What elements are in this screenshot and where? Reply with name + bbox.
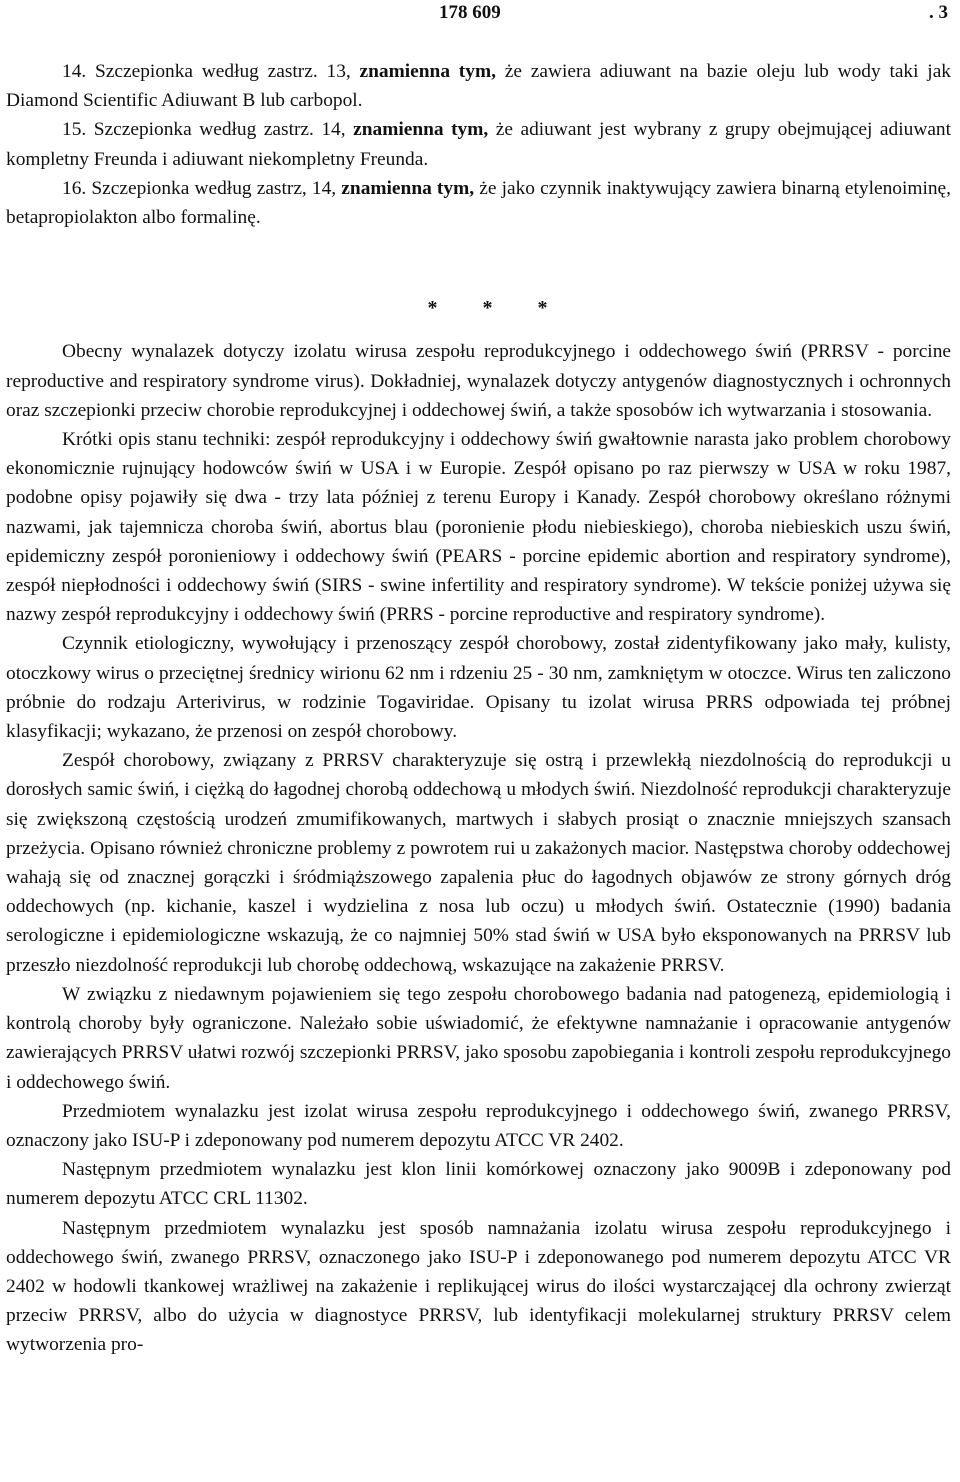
patent-number: 178 609 <box>439 2 501 23</box>
claim-16 <box>6 174 951 232</box>
claim-text: że adiuwant jest wybrany z grupy obejmującej adiuwant kompletny Freunda i adiuwant niekompletny Freunda. <box>6 119 952 170</box>
document-body <box>6 57 951 1360</box>
paragraph: W związku z niedawnym pojawieniem się tego zespołu chorobowego badania nad patogenezą, epidemiologią i kontrolą choroby były ograniczone. Należało sobie uświadomić, że efektywne namnażanie i opracowanie antygenów zawierających PRRSV ułatwi rozwój szczepionki PRRSV, jako sposobu zapobiegania i kontroli zespołu reprodukcyjnego i oddechowego świń. <box>6 983 951 1093</box>
claim-text: że jako czynnik inaktywujący zawiera binarną etylenoiminę, betapropiolakton albo formalinę. <box>6 177 952 229</box>
claim-keyword: znamienna tym, <box>359 61 496 82</box>
claim-text: że zawiera adiuwant na bazie oleju lub wody taki jak Diamond Scientific Adiuwant B lub carbopol. <box>6 61 951 112</box>
claim-14 <box>6 57 951 115</box>
paragraph: Zespół chorobowy, związany z PRRSV charakteryzuje się ostrą i przewlekłą niezdolnością do reprodukcji u dorosłych samic świń, i ciężką do łagodnej chorobą oddechową u młodych świń. Niezdolność reprodukcji charakteryzuje się zwiększoną częstością urodzeń zmumifikowanych, martwych i słabych prosiąt o znacznie mniejszych szansach przeżycia. Opisano również chroniczne problemy z powrotem rui u zakażonych macior. Następstwa choroby oddechowej wahają się od znacznej gorączki i śródmiąższowego zapalenia płuc do łagodnych objawów ze strony górnych dróg oddechowych (np. kichanie, kaszel i wydzielina z nosa lub oczu) u młodych świń. Ostatecznie (1990) badania serologiczne i epidemiologiczne wskazują, że co najmniej 50% stad świń w USA było eksponowanych na PRRSV lub przeszło niezdolność reprodukcji lub chorobę oddechową, wskazujące na zakażenie PRRSV. <box>6 750 951 976</box>
page-header <box>0 0 960 30</box>
claim-text: 14. Szczepionka według zastrz. 13, <box>62 61 360 82</box>
paragraph: Przedmiotem wynalazku jest izolat wirusa zespołu reprodukcyjnego i oddechowego świń, zwanego PRRSV, oznaczony jako ISU-P i zdeponowany pod numerem depozytu ATCC VR 2402. <box>6 1100 951 1151</box>
paragraph: Krótki opis stanu techniki: zespół reprodukcyjny i oddechowy świń gwałtownie narasta jako problem chorobowy ekonomicznie rujnujący hodowców świń w USA i w Europie. Zespół opisano po raz pierwszy w USA w roku 1987, podobne opisy pojawiły się dwa - trzy lata później z terenu Europy i Kanady. Zespół chorobowy określano różnymi nazwami, jak tajemnicza choroba świń, abortus blau (poronienie płodu niebieskiego), choroba niebieskich uszu świń, epidemiczny zespół poronieniowy i oddechowy świń (PEARS - porcine epidemic abortion and respiratory syndrome), zespół niepłodności i oddechowy świń (SIRS - swine infertility and respiratory syndrome). W tekście poniżej używa się nazwy zespół reprodukcyjny i oddechowy świń (PRRS - porcine reproductive and respiratory syndrome). <box>6 429 951 626</box>
page-number: . 3 <box>929 2 948 23</box>
claim-keyword: znamienna tym, <box>341 177 475 199</box>
paragraph: Następnym przedmiotem wynalazku jest klon linii komórkowej oznaczony jako 9009B i zdeponowany pod numerem depozytu ATCC CRL 11302. <box>6 1159 951 1210</box>
paragraph: Następnym przedmiotem wynalazku jest sposób namnażania izolatu wirusa zespołu reprodukcyjnego i oddechowego świń, zwanego PRRSV, oznaczonego jako ISU-P i zdeponowanego pod numerem depozytu ATCC VR 2402 w hodowli tkankowej wrażliwej na zakażenie i replikującej wirus do ilości wystarczającej dla ochrony zwierząt przeciw PRRSV, albo do użycia w diagnostyce PRRSV, lub identyfikacji molekularnej struktury PRRSV celem wytworzenia pro- <box>6 1217 951 1356</box>
claim-text: 16. Szczepionka według zastrz, 14, <box>62 177 342 199</box>
claim-keyword: znamienna tym, <box>353 119 489 141</box>
paragraph: Obecny wynalazek dotyczy izolatu wirusa zespołu reprodukcyjnego i oddechowego świń (PRRSV - porcine reproductive and respiratory syndrome virus). Dokładniej, wynalazek dotyczy antygenów diagnostycznych i ochronnych oraz szczepionki przeciw chorobie reprodukcyjnej i oddechowej świń, a także sposobów ich wytwarzania i stosowania. <box>6 341 951 421</box>
section-separator: * * * <box>427 297 568 320</box>
claim-15 <box>6 115 951 173</box>
paragraph: Czynnik etiologiczny, wywołujący i przenoszący zespół chorobowy, został zidentyfikowany jako mały, kulisty, otoczkowy wirus o przeciętnej średnicy wirionu 62 nm i rdzeniu 25 - 30 nm, zamkniętym w otoczce. Wirus ten zaliczono próbnie do rodzaju Arterivirus, w rodzinie Togaviridae. Opisany tu izolat wirusa PRRS odpowiada tej próbnej klasyfikacji; wykazano, że przenosi on zespół chorobowy. <box>6 633 951 743</box>
claim-text: 15. Szczepionka według zastrz. 14, <box>62 119 354 141</box>
